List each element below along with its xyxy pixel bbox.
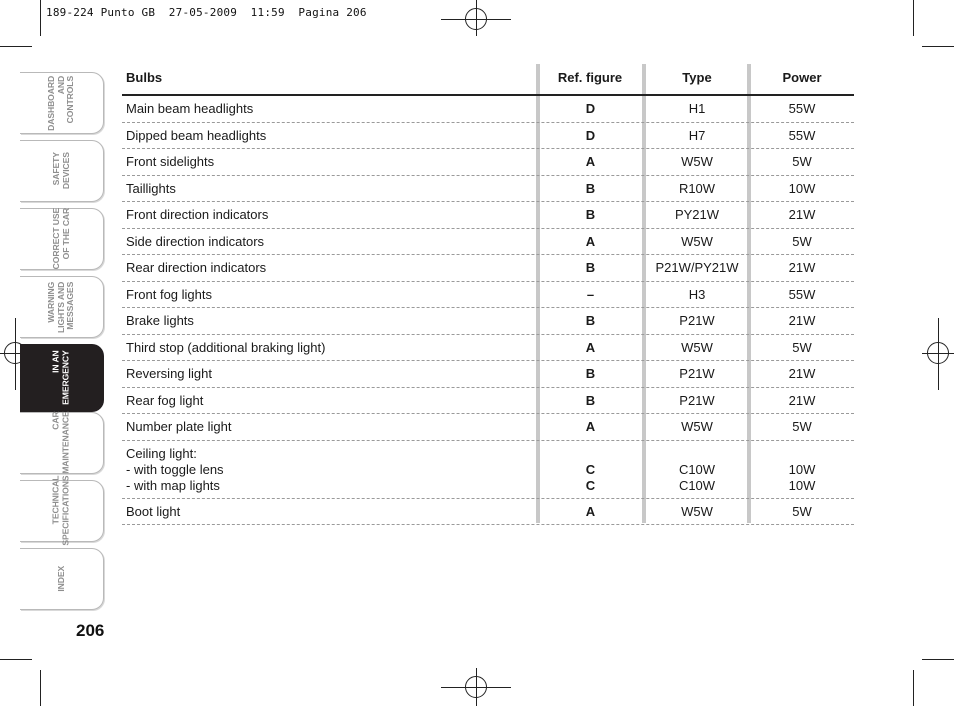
table-header bbox=[122, 64, 854, 96]
ref-figure: B bbox=[585, 392, 596, 408]
tab-correct-use-of-the-car[interactable] bbox=[20, 208, 104, 270]
bulb-power: 5W bbox=[792, 419, 812, 434]
table-row bbox=[122, 361, 854, 388]
ref-figure: D bbox=[585, 127, 596, 143]
ref-figure: B bbox=[585, 260, 596, 275]
bulb-power: 5W bbox=[792, 503, 812, 519]
bulb-name: Rear direction indicators bbox=[126, 260, 267, 275]
bulb-name: Front sidelights bbox=[126, 154, 215, 169]
tab-dashboard-and-controls[interactable] bbox=[20, 72, 104, 134]
table-row bbox=[122, 414, 854, 441]
tab-label: TECHNICAL SPECIFICATIONS bbox=[50, 475, 71, 547]
bulb-type: W5W bbox=[681, 503, 713, 519]
bulb-type: H3 bbox=[688, 286, 706, 302]
bulb-type: W5W bbox=[681, 233, 713, 249]
table-row bbox=[122, 499, 854, 526]
tab-technical-specifications[interactable] bbox=[20, 475, 104, 547]
bulb-type: P21W bbox=[679, 392, 715, 408]
bulb-name: Main beam headlights bbox=[126, 101, 254, 116]
bulb-power: 55W bbox=[788, 101, 816, 116]
tab-in-an-emergency[interactable] bbox=[20, 344, 104, 412]
bulb-power: 21W bbox=[788, 392, 816, 408]
ref-figure: A bbox=[585, 339, 596, 355]
bulb-name: Ceiling light: - with toggle lens - with map lights bbox=[126, 445, 224, 493]
bulb-power: 55W bbox=[788, 127, 816, 143]
table-row bbox=[122, 388, 854, 415]
page-number: 206 bbox=[76, 621, 105, 640]
bulb-name: Front direction indicators bbox=[126, 207, 269, 222]
bulb-power: 21W bbox=[788, 207, 816, 222]
bulb-name: Front fog lights bbox=[126, 286, 212, 302]
bulb-type: PY21W bbox=[674, 207, 720, 222]
bulb-type: P21W bbox=[679, 313, 715, 328]
bulb-name: Side direction indicators bbox=[126, 233, 265, 249]
bulb-power: 55W bbox=[788, 286, 816, 302]
tab-safety-devices[interactable] bbox=[20, 140, 104, 202]
table-body bbox=[122, 96, 854, 525]
table-row bbox=[122, 96, 854, 123]
tab-car-maintenance[interactable] bbox=[20, 412, 104, 474]
bulb-name: Third stop (additional braking light) bbox=[126, 339, 326, 355]
tab-label: CAR MAINTENANCE bbox=[50, 411, 71, 475]
bulb-power: 21W bbox=[788, 366, 816, 381]
bulb-name: Dipped beam headlights bbox=[126, 127, 267, 143]
ref-figure: A bbox=[585, 154, 596, 169]
table-row bbox=[122, 335, 854, 362]
ref-figure: B bbox=[585, 207, 596, 222]
ref-figure: B bbox=[585, 366, 596, 381]
tab-warning-lights-and-messages[interactable] bbox=[20, 276, 104, 338]
table-row bbox=[122, 176, 854, 203]
tab-label: IN AN EMERGENCY bbox=[50, 350, 71, 406]
ref-figure: A bbox=[585, 233, 596, 249]
header-type: Type bbox=[682, 70, 712, 85]
bulb-power: 10W 10W bbox=[788, 461, 816, 493]
bulbs-table bbox=[122, 64, 854, 525]
bulb-type: W5W bbox=[681, 339, 713, 355]
ref-figure: B bbox=[585, 313, 596, 328]
bulb-power: 5W bbox=[792, 233, 812, 249]
tab-label: WARNING LIGHTS AND MESSAGES bbox=[46, 281, 76, 333]
tab-label: SAFETY DEVICES bbox=[50, 152, 71, 190]
table-row bbox=[122, 255, 854, 282]
bulb-name: Brake lights bbox=[126, 313, 194, 328]
ref-figure: A bbox=[585, 503, 596, 519]
ref-figure: D bbox=[585, 101, 596, 116]
header-ref-figure: Ref. figure bbox=[557, 70, 623, 85]
bulb-name: Boot light bbox=[126, 503, 181, 519]
bulb-power: 21W bbox=[788, 260, 816, 275]
header-bulbs: Bulbs bbox=[126, 70, 163, 85]
bulb-name: Number plate light bbox=[126, 419, 232, 434]
table-row bbox=[122, 441, 854, 499]
tab-label: DASHBOARD AND CONTROLS bbox=[46, 75, 76, 131]
ref-figure: C C bbox=[585, 461, 596, 493]
bulb-name: Taillights bbox=[126, 180, 176, 196]
bulb-name: Rear fog light bbox=[126, 392, 204, 408]
tab-label: INDEX bbox=[55, 566, 66, 592]
bulb-type: C10W C10W bbox=[678, 461, 716, 493]
ref-figure: B bbox=[585, 180, 596, 196]
table-row bbox=[122, 229, 854, 256]
bulb-type: H1 bbox=[688, 101, 706, 116]
header-power: Power bbox=[782, 70, 822, 85]
table-row bbox=[122, 282, 854, 309]
table-row bbox=[122, 123, 854, 150]
print-header: 189-224 Punto GB 27-05-2009 11:59 Pagina 206 bbox=[46, 6, 367, 19]
bulb-type: W5W bbox=[681, 154, 713, 169]
bulb-type: W5W bbox=[681, 419, 713, 434]
tab-index[interactable] bbox=[20, 548, 104, 610]
bulb-power: 21W bbox=[788, 313, 816, 328]
bulb-type: H7 bbox=[688, 127, 706, 143]
bulb-name: Reversing light bbox=[126, 366, 212, 381]
bulb-power: 5W bbox=[792, 154, 812, 169]
bulb-power: 5W bbox=[792, 339, 812, 355]
ref-figure: A bbox=[585, 419, 596, 434]
bulb-type: P21W/PY21W bbox=[655, 260, 739, 275]
table-row bbox=[122, 308, 854, 335]
bulb-type: R10W bbox=[678, 180, 716, 196]
bulb-type: P21W bbox=[679, 366, 715, 381]
ref-figure: – bbox=[586, 286, 595, 302]
table-row bbox=[122, 149, 854, 176]
table-row bbox=[122, 202, 854, 229]
tab-label: CORRECT USE OF THE CAR bbox=[50, 208, 71, 270]
bulb-power: 10W bbox=[788, 180, 816, 196]
